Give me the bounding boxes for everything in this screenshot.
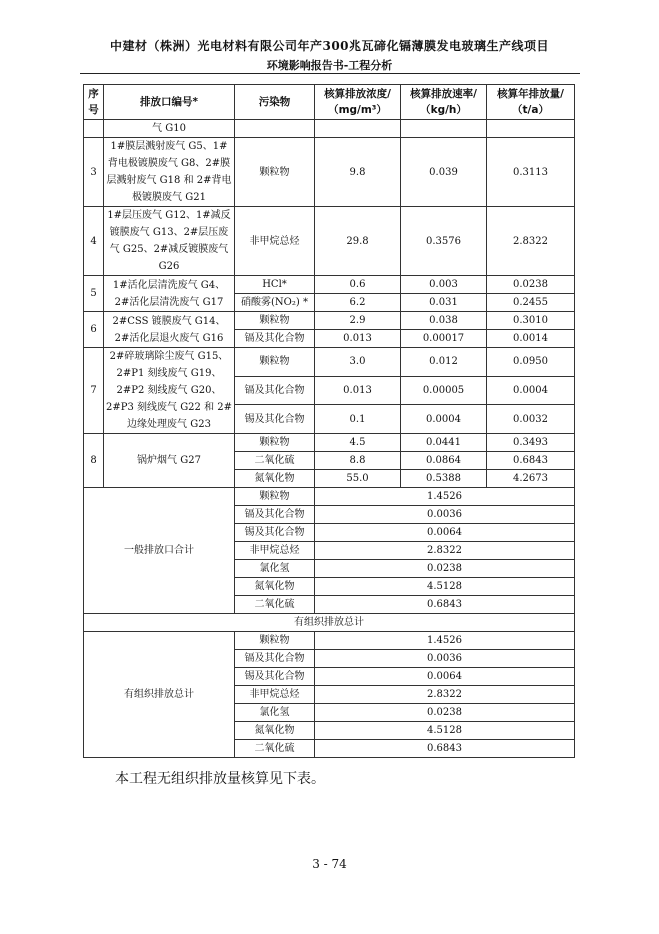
annual-cell: 0.0032 <box>487 405 575 434</box>
rate-cell: 0.038 <box>401 312 487 330</box>
total-value-cell: 0.0036 <box>315 650 575 668</box>
seq-cell: 7 <box>84 348 104 434</box>
table-header <box>84 85 575 120</box>
table-row <box>84 434 575 452</box>
total-value-cell: 4.5128 <box>315 578 575 596</box>
total-value-cell: 0.0064 <box>315 668 575 686</box>
pollutant-cell: 二氧化硫 <box>235 452 315 470</box>
table-row <box>84 348 575 377</box>
pollutant-cell: 锡及其化合物 <box>235 405 315 434</box>
general-total-row <box>84 488 575 506</box>
total-value-cell: 0.0036 <box>315 506 575 524</box>
outlet-cell: 1#膜层溅射废气 G5、1#背电极镀膜废气 G8、2#膜层溅射废气 G18 和 2#背电极镀膜废气 G21 <box>104 138 235 207</box>
pollutant-cell: 氮氧化物 <box>235 578 315 596</box>
pollutant-cell: 二氧化硫 <box>235 596 315 614</box>
seq-cell: 6 <box>84 312 104 348</box>
empty-cell <box>315 120 401 138</box>
rate-cell: 0.012 <box>401 348 487 377</box>
header-rate: 核算排放速率/（kg/h） <box>401 85 487 120</box>
total-value-cell: 2.8322 <box>315 542 575 560</box>
total-value-cell: 0.0064 <box>315 524 575 542</box>
table-row <box>84 312 575 330</box>
document-subtitle: 环境影响报告书-工程分析 <box>266 59 393 72</box>
rate-cell: 0.031 <box>401 294 487 312</box>
concentration-cell: 55.0 <box>315 470 401 488</box>
total-value-cell: 0.0238 <box>315 704 575 722</box>
rate-cell: 0.00017 <box>401 330 487 348</box>
annual-cell: 4.2673 <box>487 470 575 488</box>
page-number: 3 - 74 <box>312 857 347 871</box>
concentration-cell: 29.8 <box>315 207 401 276</box>
pollutant-cell: 非甲烷总烃 <box>235 542 315 560</box>
outlet-cell: 1#活化层清洗废气 G4、2#活化层清洗废气 G17 <box>104 276 235 312</box>
pollutant-cell: 颗粒物 <box>235 434 315 452</box>
empty-cell <box>235 120 315 138</box>
concentration-cell: 0.1 <box>315 405 401 434</box>
annual-cell: 0.3010 <box>487 312 575 330</box>
annual-cell: 0.0238 <box>487 276 575 294</box>
concentration-cell: 2.9 <box>315 312 401 330</box>
header-annual: 核算年排放量/（t/a） <box>487 85 575 120</box>
rate-cell: 0.003 <box>401 276 487 294</box>
section-heading: 有组织排放总计 <box>84 614 575 632</box>
note-text: 本工程无组织排放量核算见下表。 <box>115 771 325 787</box>
pollutant-cell: 锡及其化合物 <box>235 524 315 542</box>
rate-cell: 0.0441 <box>401 434 487 452</box>
total-value-cell: 4.5128 <box>315 722 575 740</box>
concentration-cell: 0.013 <box>315 330 401 348</box>
table-row <box>84 276 575 294</box>
annual-cell: 0.0014 <box>487 330 575 348</box>
pollutant-cell: 二氧化硫 <box>235 740 315 758</box>
rate-cell: 0.5388 <box>401 470 487 488</box>
outlet-cell: 1#层压废气 G12、1#减反镀膜废气 G13、2#层压废气 G25、2#减反镀膜废气 G26 <box>104 207 235 276</box>
annual-cell: 0.0950 <box>487 348 575 377</box>
pollutant-cell: 氯化氢 <box>235 704 315 722</box>
pollutant-cell: 颗粒物 <box>235 632 315 650</box>
pollutant-cell: 颗粒物 <box>235 312 315 330</box>
rate-cell: 0.039 <box>401 138 487 207</box>
concentration-cell: 6.2 <box>315 294 401 312</box>
table-body <box>84 120 575 758</box>
outlet-cell: 锅炉烟气 G27 <box>104 434 235 488</box>
annual-cell: 0.2455 <box>487 294 575 312</box>
document-title: 中建材（株洲）光电材料有限公司年产300兆瓦碲化镉薄膜发电玻璃生产线项目 <box>109 39 550 53</box>
pollutant-cell: 颗粒物 <box>235 138 315 207</box>
concentration-cell: 8.8 <box>315 452 401 470</box>
section-heading-row <box>84 614 575 632</box>
seq-cell <box>84 120 104 138</box>
organized-total-row <box>84 632 575 650</box>
seq-cell: 3 <box>84 138 104 207</box>
concentration-cell: 4.5 <box>315 434 401 452</box>
seq-cell: 5 <box>84 276 104 312</box>
total-value-cell: 0.6843 <box>315 740 575 758</box>
pollutant-cell: 颗粒物 <box>235 348 315 377</box>
pollutant-cell: 氯化氢 <box>235 560 315 578</box>
empty-cell <box>487 120 575 138</box>
annual-cell: 0.0004 <box>487 376 575 405</box>
concentration-cell: 9.8 <box>315 138 401 207</box>
emission-table <box>83 84 575 758</box>
pollutant-cell: HCl* <box>235 276 315 294</box>
annual-cell: 0.6843 <box>487 452 575 470</box>
header-concentration: 核算排放浓度/（mg/m³） <box>315 85 401 120</box>
pollutant-cell: 非甲烷总烃 <box>235 686 315 704</box>
pollutant-cell: 硝酸雾(NO₂) * <box>235 294 315 312</box>
pollutant-cell: 颗粒物 <box>235 488 315 506</box>
concentration-cell: 0.6 <box>315 276 401 294</box>
outlet-cell: 2#CSS 镀膜废气 G14、2#活化层退火废气 G16 <box>104 312 235 348</box>
pollutant-cell: 镉及其化合物 <box>235 330 315 348</box>
rate-cell: 0.3576 <box>401 207 487 276</box>
total-label-cell: 有组织排放总计 <box>84 632 235 758</box>
rate-cell: 0.0004 <box>401 405 487 434</box>
annual-cell: 2.8322 <box>487 207 575 276</box>
concentration-cell: 3.0 <box>315 348 401 377</box>
total-value-cell: 0.0238 <box>315 560 575 578</box>
header-outlet: 排放口编号* <box>104 85 235 120</box>
pollutant-cell: 氮氧化物 <box>235 722 315 740</box>
concentration-cell: 0.013 <box>315 376 401 405</box>
pollutant-cell: 氮氧化物 <box>235 470 315 488</box>
seq-cell: 8 <box>84 434 104 488</box>
rate-cell: 0.00005 <box>401 376 487 405</box>
header-divider <box>80 73 580 74</box>
total-value-cell: 2.8322 <box>315 686 575 704</box>
seq-cell: 4 <box>84 207 104 276</box>
table-row <box>84 120 575 138</box>
total-value-cell: 1.4526 <box>315 632 575 650</box>
empty-cell <box>401 120 487 138</box>
annual-cell: 0.3493 <box>487 434 575 452</box>
rate-cell: 0.0864 <box>401 452 487 470</box>
header-pollutant: 污染物 <box>235 85 315 120</box>
total-label-cell: 一般排放口合计 <box>84 488 235 614</box>
pollutant-cell: 非甲烷总烃 <box>235 207 315 276</box>
pollutant-cell: 镉及其化合物 <box>235 506 315 524</box>
outlet-continuation: 气 G10 <box>104 120 235 138</box>
outlet-cell: 2#碎玻璃除尘废气 G15、2#P1 刻线废气 G19、2#P2 刻线废气 G20、2#P3 刻线废气 G22 和 2#边缘处理废气 G23 <box>104 348 235 434</box>
table-row <box>84 138 575 207</box>
pollutant-cell: 镉及其化合物 <box>235 650 315 668</box>
header-seq: 序号 <box>84 85 104 120</box>
annual-cell: 0.3113 <box>487 138 575 207</box>
pollutant-cell: 锡及其化合物 <box>235 668 315 686</box>
pollutant-cell: 镉及其化合物 <box>235 376 315 405</box>
table-row <box>84 207 575 276</box>
total-value-cell: 1.4526 <box>315 488 575 506</box>
total-value-cell: 0.6843 <box>315 596 575 614</box>
